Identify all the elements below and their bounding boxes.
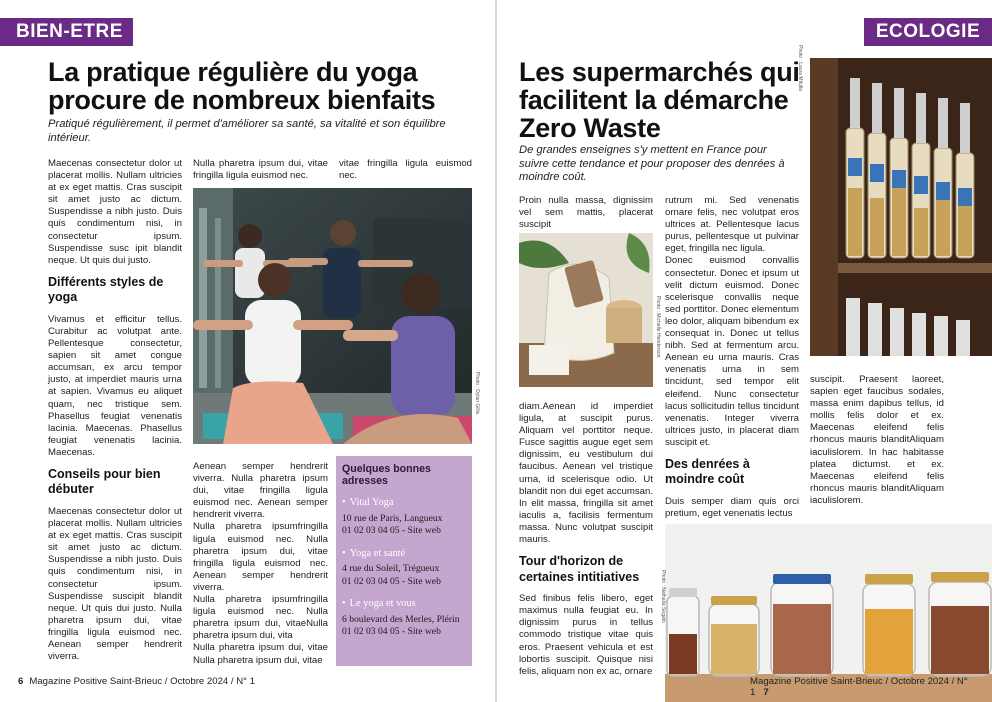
page-footer	[750, 676, 992, 698]
bullet-icon: •	[342, 547, 346, 559]
photo-credit: Photo : Dylan Gillis	[474, 372, 480, 415]
page-number: 6	[18, 676, 24, 687]
paragraph: Maecenas consectetur dolor ut placerat mollis. Nullam ultricies at ex eget mattis. Cras suscipit sit amet justo ac dictum. Suspendisse a nibh justo. Duis quis condimentum nisi, in consectetur ipsum. Suspendisse susc ipit blandit neque. Ut quis dui justo.	[48, 158, 182, 266]
text-column-2-top: Nulla pharetra ipsum dui, vitae fringilla ligula euismod nec.	[193, 158, 328, 182]
title-line: facilitent la démarche	[519, 85, 789, 115]
paragraph: Duis semper diam quis orci pretium, eget venenatis lectus	[665, 495, 799, 520]
address-contact: 01 02 03 04 05 - Site web	[342, 525, 441, 536]
paragraph: diam.Aenean id imperdiet ligula, at suscipit purus. Aliquam vel porttitor neque. Fusce sagittis augue eget sem dignissim, eu vestibulum dui faucibus. Aenean vel tristique urna, id scelerisque odio. Ut blandit non dui eget accumsan. In elit massa, fringilla sit amet iaculis a, facilisis fermentum massa. Nunc volutpat suscipit mauris.	[519, 401, 653, 546]
text-column-2	[665, 195, 799, 520]
address-contact: 01 02 03 04 05 - Site web	[342, 626, 441, 637]
section-rubric-ecologie: ECOLOGIE	[864, 18, 992, 46]
shelf-illustration	[810, 58, 992, 356]
text-column-1-top: Proin nulla massa, dignissim vel sem mattis, placerat suscipit	[519, 195, 653, 231]
page-footer	[18, 676, 255, 687]
text-column-3-top: vitae fringilla ligula euismod nec.	[339, 158, 472, 182]
title-line: La pratique régulière du yoga	[48, 57, 418, 87]
address-street: 4 rue du Soleil, Trégueux	[342, 563, 440, 574]
footer-text: Magazine Positive Saint-Brieuc / Octobre 2024 / N° 1	[29, 676, 256, 687]
subheading: Tour d'horizon de certaines intitiatives	[519, 554, 640, 584]
subheading: Des denrées à moindre coût	[665, 456, 750, 487]
paragraph: Nulla pharetra ipsum dui, vitae Nulla pharetra ipsum dui, vitae	[193, 642, 328, 666]
yoga-illustration	[193, 188, 472, 444]
article-title	[48, 58, 488, 114]
paragraph: Aenean semper hendrerit viverra. Nulla pharetra ipsum dui, vitae fringilla ligula euismod nec. Aenean semper hendrerit viverra.	[193, 461, 328, 521]
article-lead: De grandes enseignes s'y mettent en France pour suivre cette tendance et pour proposer des denrées à moindre coût.	[519, 144, 785, 183]
text-column-2-bottom	[193, 461, 328, 667]
paragraph: Nulla pharetra ipsumfringilla ligula euismod nec. Nulla pharetra ipsum dui, vitae fringilla ligula euismod nec. Aenean semper hendrerit viverra.	[193, 521, 328, 593]
title-line: procure de nombreux bienfaits	[48, 85, 436, 115]
text-column-1	[48, 158, 182, 663]
photo-credit: Photo : Laura Mitulla	[797, 45, 803, 91]
bag-illustration	[519, 233, 653, 387]
paragraph: Vivamus et efficitur tellus. Curabitur ac volutpat ante. Pellentesque consectetur, sapien sit amet congue accumsan, ex arcu tempor justo, at imperdiet mauris urna at sapien. Vivamus eu aliquet quam, nec tristique sem. Phasellus feugiat venenatis lacinia. Maecenas. Phasellus feugiat venenatis lacinia. Maecenas.	[48, 313, 182, 458]
address-name: Le yoga et vous	[349, 598, 416, 609]
address-contact: 01 02 03 04 05 - Site web	[342, 575, 441, 587]
yoga-class-photo	[193, 188, 472, 444]
bullet-icon: •	[342, 497, 346, 508]
address-street: 10 rue de Paris, Langueux	[342, 512, 443, 524]
paragraph: Sed finibus felis libero, eget maximus nulla feugiat eu. In dignissim purus in tellus commodo tristique vitae quis eros. Praesent vehicula et est lobortis suscipit. Quisque nisi felis, aliquam non ex ac, ornare	[519, 593, 653, 677]
article-title	[519, 58, 809, 142]
zero-waste-bag-photo	[519, 233, 653, 387]
text-column-3: suscipit. Praesent laoreet, sapien eget faucibus sodales, massa enim dapibus tellus, id mollis felis dolor et ex. Maecenas eleifend felis rhoncus mauris blanditAliquam iaculislorem. In hac habitasse platea dictumst. et ex. Maecenas eleifend felis rhoncus mauris blanditAliquam iaculislorem.	[810, 374, 944, 506]
paragraph: Maecenas consectetur dolor ut placerat mollis. Nullam ultricies at ex eget mattis. Cras suscipit sit amet justo ac dictum. Suspendisse a nibh justo. Duis quis condimentum nisi, in consectetur ipsum. Suspendisse suscipit blandit neque. Ut quis dui justo. Nulla pharetra ipsum dui, vitae fringilla ligula euismod nec. Aenean semper hendrerit viverra.	[48, 505, 182, 663]
article-lead: Pratiqué régulièrement, il permet d'améliorer sa santé, sa vitalité et son équilibre intérieur.	[48, 118, 446, 144]
photo-credit: Photo : Michelle Henderson	[655, 296, 661, 358]
address-item-vital-yoga	[342, 497, 466, 538]
address-name: Vital Yoga	[349, 497, 394, 508]
text-column-1-bottom	[519, 401, 653, 678]
footer-text: Magazine Positive Saint-Brieuc / Octobre 2024 / N° 1	[750, 676, 968, 698]
title-line: Zero Waste	[519, 113, 661, 143]
paragraph: rutrum mi. Sed venenatis ornare felis, nec volutpat eros ultrices at. Pellentesque lacus purus, pellentesque ut pulvinar eget, fringilla nec ligula.	[665, 195, 799, 255]
left-page	[0, 0, 495, 702]
page-number: 7	[763, 687, 769, 698]
address-name: Yoga et santé	[349, 547, 406, 559]
paragraph: Donec euismod convallis consectetur. Donec et ipsum ut velit dictum euismod. Donec scelerisque convallis neque sed porttitor. Donec elementum leo dolor, aliquam bibendum ex consequat in. Donec ut tellus nibh. Sed at fermentum arcu. Aenean eu urna mauris. Cras venenatis urna in sem tincidunt, sed tempor elit eleifend. Nunc consectetur lacus sollicitudin tellus tincidunt venenatis. Integer viverra ultrices justo, in placerat diam suscipit et.	[665, 255, 799, 448]
title-line: Les supermarchés qui	[519, 57, 800, 87]
address-item-le-yoga-et-vous	[342, 598, 466, 639]
photo-credit: Photo : Nathalia Segato	[660, 570, 666, 623]
right-page	[497, 0, 992, 702]
address-box	[336, 456, 472, 666]
address-box-title: Quelques bonnes adresses	[342, 463, 431, 487]
bullet-icon: •	[342, 598, 346, 609]
address-street: 6 boulevard des Merles, Plérin	[342, 613, 460, 625]
subheading: Conseils pour bien débuter	[48, 466, 161, 497]
address-item-yoga-et-sante	[342, 548, 466, 589]
paragraph: Nulla pharetra ipsumfringilla ligula euismod nec. Nulla pharetra ipsum dui, vitaeNulla pharetra ipsum dui, vita	[193, 594, 328, 642]
section-rubric-bien-etre: BIEN-ETRE	[0, 18, 133, 46]
bulk-shelf-photo	[810, 58, 992, 356]
subheading: Différents styles de yoga	[48, 274, 164, 305]
